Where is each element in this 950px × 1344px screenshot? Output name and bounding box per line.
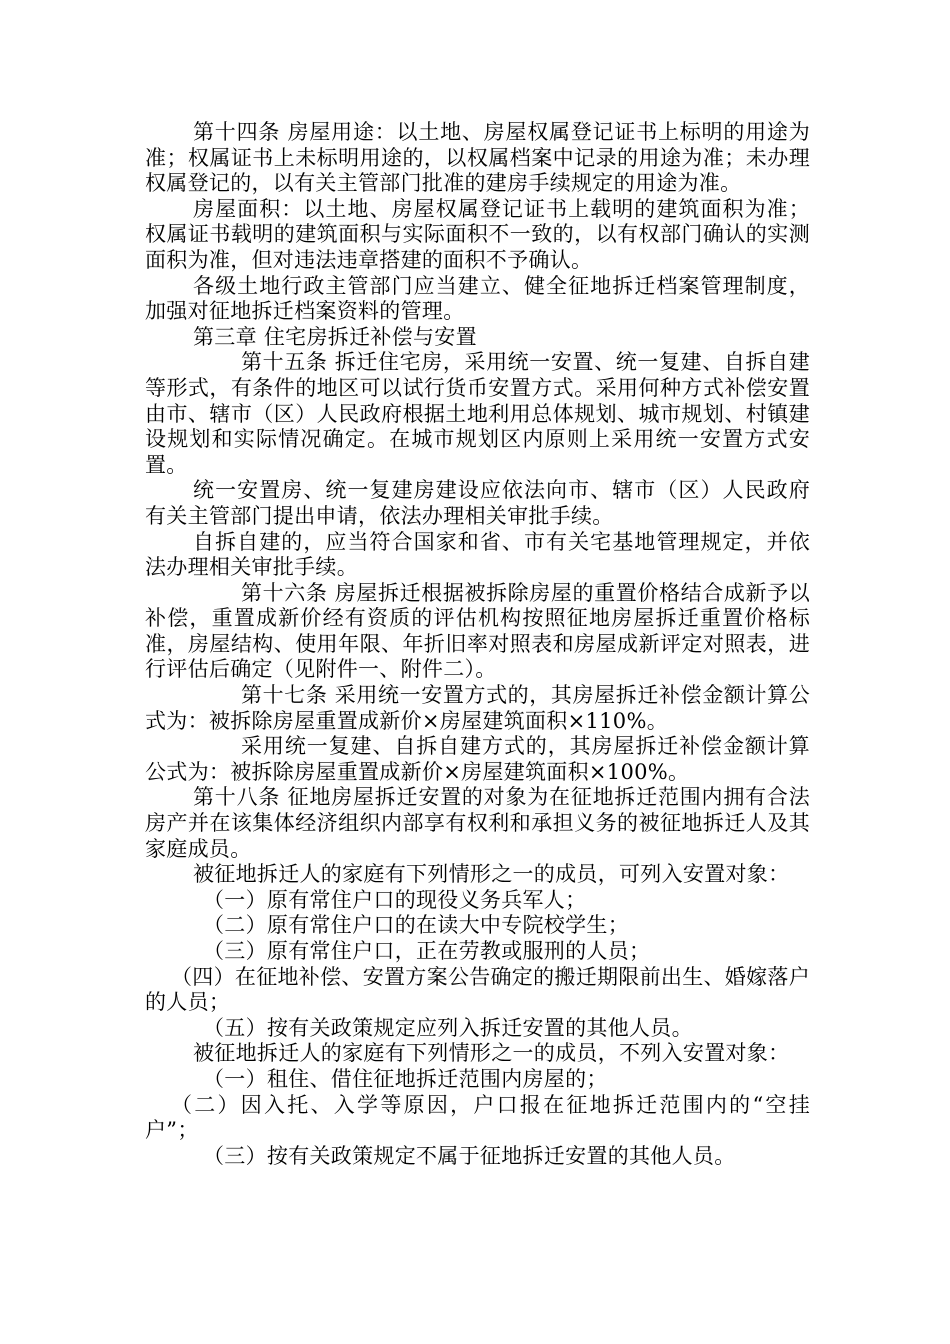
list-item-eligible-2: （二）原有常住户口的在读大中专院校学生； (203, 913, 629, 938)
paragraph-rebuild-formula: 采用统一复建、自拆自建方式的，其房屋拆迁补偿金额计算公式为：被拆除房屋重置成新价×房屋建筑面积×100%。 (145, 734, 810, 784)
paragraph-ineligible-intro: 被征地拆迁人的家庭有下列情形之一的成员，不列入安置对象： (193, 1041, 790, 1066)
paragraph-unified-resettlement: 统一安置房、统一复建房建设应依法向市、辖市（区）人民政府有关主管部门提出申请，依法办理相关审批手续。 (145, 478, 810, 528)
paragraph-archive-management: 各级土地行政主管部门应当建立、健全征地拆迁档案管理制度，加强对征地拆迁档案资料的管理。 (145, 273, 810, 324)
paragraph-article-15: 第十五条 拆迁住宅房，采用统一安置、统一复建、自拆自建等形式，有条件的地区可以试行货币安置方式。采用何种方式补偿安置由市、辖市（区）人民政府根据土地利用总体规划、城市规划、村镇建设规划和实际情况确定。在城市规划区内原则上采用统一安置方式安置。 (145, 350, 810, 477)
list-item-ineligible-2: （二）因入托、入学等原因，户口报在征地拆迁范围内的“空挂户”； (145, 1092, 810, 1143)
list-item-eligible-1: （一）原有常住户口的现役义务兵军人； (203, 887, 587, 912)
paragraph-eligible-intro: 被征地拆迁人的家庭有下列情形之一的成员，可列入安置对象： (193, 862, 790, 887)
paragraph-self-build: 自拆自建的，应当符合国家和省、市有关宅基地管理规定，并依法办理相关审批手续。 (145, 529, 810, 580)
paragraph-house-area: 房屋面积：以土地、房屋权属登记证书上载明的建筑面积为准；权属证书载明的建筑面积与实际面积不一致的，以有权部门确认的实测面积为准，但对违法违章搭建的面积不予确认。 (145, 196, 810, 272)
document-page (145, 120, 810, 1169)
paragraph-article-18: 第十八条 征地房屋拆迁安置的对象为在征地拆迁范围内拥有合法房产并在该集体经济组织内部享有权利和承担义务的被征地拆迁人及其家庭成员。 (145, 785, 810, 861)
list-item-eligible-3: （三）原有常住户口，正在劳教或服刑的人员； (203, 939, 651, 963)
list-item-eligible-5: （五）按有关政策规定应列入拆迁安置的其他人员。 (203, 1015, 693, 1040)
paragraph-article-14: 第十四条 房屋用途：以土地、房屋权属登记证书上标明的用途为准；权属证书上未标明用途的，以权属档案中记录的用途为准；未办理权属登记的，以有关主管部门批准的建房手续规定的用途为准。 (145, 120, 810, 196)
list-item-ineligible-1: （一）租住、借住征地拆迁范围内房屋的； (203, 1066, 608, 1091)
list-item-ineligible-3: （三）按有关政策规定不属于征地拆迁安置的其他人员。 (203, 1143, 736, 1168)
chapter-heading-3: 第三章 住宅房拆迁补偿与安置 (193, 324, 477, 349)
paragraph-article-16: 第十六条 房屋拆迁根据被拆除房屋的重置价格结合成新予以补偿，重置成新价经有资质的评估机构按照征地房屋拆迁重置价格标准，房屋结构、使用年限、年折旧率对照表和房屋成新评定对照表，进行评估后确定（见附件一、附件二）。 (145, 580, 810, 682)
paragraph-article-17: 第十七条 采用统一安置方式的，其房屋拆迁补偿金额计算公式为：被拆除房屋重置成新价×房屋建筑面积×110%。 (145, 683, 810, 733)
list-item-eligible-4: （四）在征地补偿、安置方案公告确定的搬迁期限前出生、婚嫁落户的人员； (145, 964, 810, 1015)
